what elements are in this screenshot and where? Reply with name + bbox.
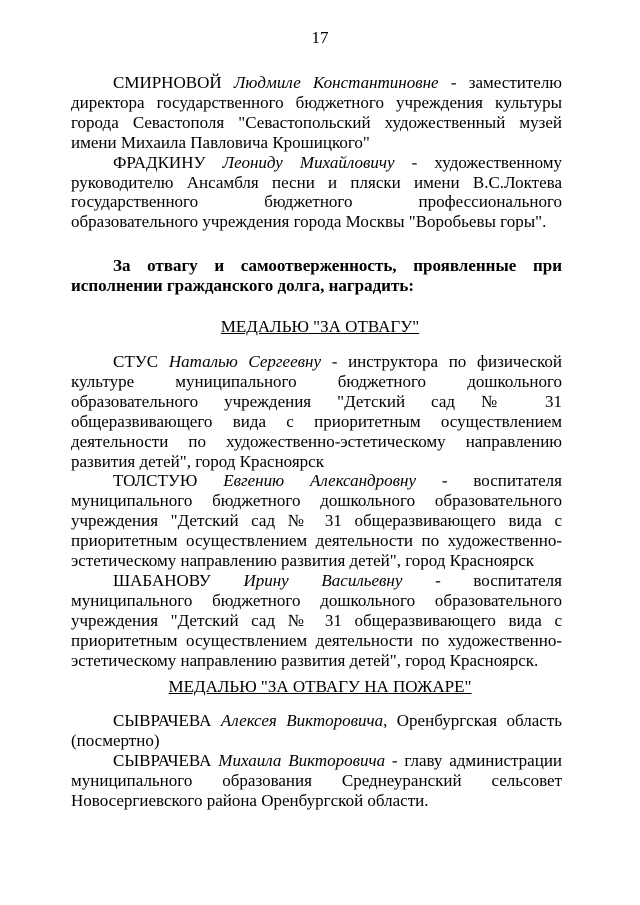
decree-block — [71, 256, 562, 296]
section-awardees-list — [71, 73, 562, 232]
awardee-surname: СЫВРАЧЕВА — [113, 711, 212, 730]
awardee-name: Михаила Викторовича — [218, 750, 386, 770]
page-number: 17 — [311, 28, 329, 47]
decree-text: За отвагу и самоотверженность, проявленные при исполнении гражданского долга, наградить: — [71, 256, 562, 295]
awardee-surname: ФРАДКИНУ — [113, 152, 206, 172]
awardee-position: - инструктора по физической культуре муниципального бюджетного дошкольного образовательного учреждения "Детский сад № 31 общеразвивающего вида с приоритетным осуществлением деятельности по художественно-эстетическому направлению развития детей", город Красноярск — [71, 352, 562, 471]
awardee-surname: СМИРНОВОЙ — [113, 73, 222, 92]
awardee-entry — [71, 711, 562, 751]
awardee-position: - воспитателя муниципального бюджетного дошкольного образовательного учреждения "Детский сад № 31 общеразвивающего вида с приоритетным осуществлением деятельности по художественно-эстетическому направлению развития детей", город Красноярск. — [71, 570, 562, 670]
awardee-name: Людмиле Константиновне — [233, 73, 439, 92]
awardee-entry — [71, 471, 562, 571]
medal-bravery-list — [71, 352, 562, 671]
awardee-entry — [71, 352, 562, 471]
awardee-entry — [71, 153, 562, 233]
awardee-name: Ирину Васильевну — [243, 570, 403, 590]
awardee-position: - художественному руководителю Ансамбля песни и пляски имени В.С.Локтева государственного бюджетного профессионального образовательного учреждения города Москвы "Воробьевы горы". — [71, 152, 563, 232]
awardee-position: - воспитателя муниципального бюджетного дошкольного образовательного учреждения "Детский сад № 31 общеразвивающего вида с приоритетным осуществлением деятельности по художественно-эстетическому направлению развития детей", город Красноярск — [71, 471, 562, 571]
awardee-name: Евгению Александровну — [223, 471, 417, 491]
awardee-entry — [71, 571, 562, 671]
awardee-entry — [71, 73, 562, 153]
awardee-position: - главу администрации муниципального образования Среднеуранский сельсовет Новосергиевского района Оренбургской области. — [71, 750, 563, 810]
awardee-surname: ШАБАНОВУ — [113, 570, 211, 590]
awardee-surname: СТУС — [113, 352, 159, 371]
awardee-name: Леониду Михайловичу — [222, 152, 395, 172]
medal-heading-bravery: МЕДАЛЬЮ "ЗА ОТВАГУ" — [220, 317, 420, 336]
awardee-surname: ТОЛСТУЮ — [113, 471, 198, 491]
awardee-entry — [71, 751, 562, 811]
awardee-name: Наталью Сергеевну — [168, 352, 321, 371]
awardee-surname: СЫВРАЧЕВА — [113, 750, 212, 770]
awardee-position: , Оренбургская область (посмертно) — [71, 711, 563, 750]
awardee-position: - заместителю директора государственного бюджетного учреждения культуры города Севастополя "Севастопольский художественный музей имени Михаила Павловича Крошицкого" — [71, 73, 563, 152]
medal-fire-bravery-list — [71, 711, 562, 811]
medal-heading-fire-bravery: МЕДАЛЬЮ "ЗА ОТВАГУ НА ПОЖАРЕ" — [168, 677, 472, 696]
awardee-name: Алексея Викторовича — [220, 711, 384, 730]
